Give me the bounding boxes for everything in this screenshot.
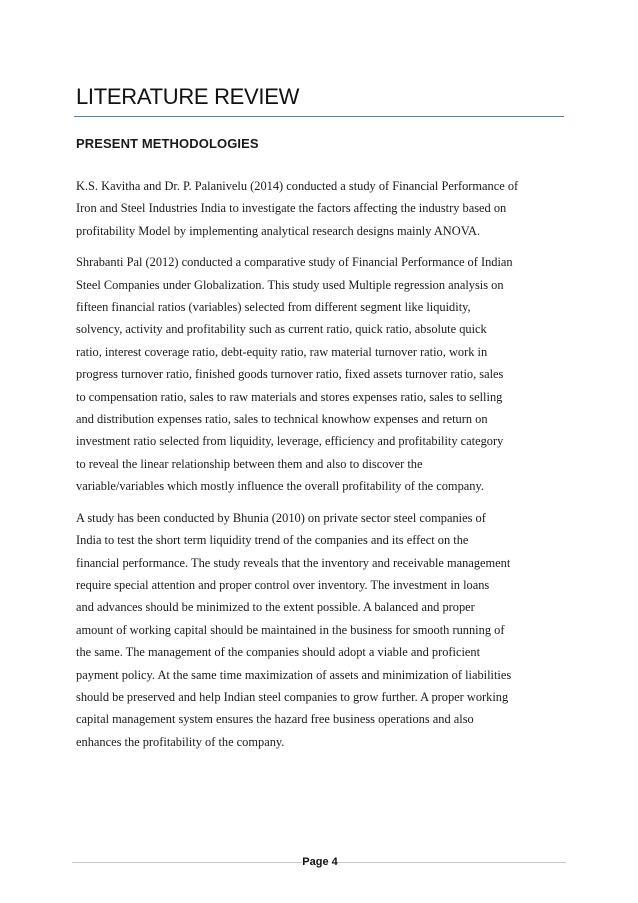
title-underline [74,116,564,117]
text-line: and distribution expenses ratio, sales to technical knowhow expenses and return on [76,412,488,427]
text-line: require special attention and proper control over inventory. The investment in loans [76,577,490,592]
text-line: Shrabanti Pal (2012) conducted a comparative study of Financial Performance of Indian [76,255,513,270]
footer-rule-right [338,862,566,863]
text-line: K.S. Kavitha and Dr. P. Palanivelu (2014) conducted a study of Financial Performance of [76,179,519,193]
section-heading: PRESENT METHODOLOGIES [76,136,259,151]
text-line: profitability Model by implementing analytical research designs mainly ANOVA. [76,223,481,238]
text-line: and advances should be minimized to the extent possible. A balanced and proper [76,600,475,615]
text-line: financial performance. The study reveals that the inventory and receivable management [76,555,511,570]
text-line: A study has been conducted by Bhunia (2010) on private sector steel companies of [76,510,486,525]
text-line: solvency, activity and profitability such as current ratio, quick ratio, absolute quick [76,322,487,337]
text-line: investment ratio selected from liquidity, leverage, efficiency and profitability category [76,434,504,449]
page-number: Page 4 [302,856,338,868]
text-line: Iron and Steel Industries India to investigate the factors affecting the industry based on [76,201,507,216]
text-line: India to test the short term liquidity trend of the companies and its effect on the [76,533,469,548]
paragraph-2 [76,251,566,497]
text-line: ratio, interest coverage ratio, debt-equity ratio, raw material turnover ratio, work in [76,344,488,359]
body-text [76,175,566,762]
footer-rule-left [72,862,302,863]
page-title: LITERATURE REVIEW [76,84,300,109]
text-line: to reveal the linear relationship between them and also to discover the [76,456,423,471]
text-line: fifteen financial ratios (variables) selected from different segment like liquidity, [76,300,471,315]
paragraph-1 [76,175,566,242]
text-line: variable/variables which mostly influence the overall profitability of the company. [76,479,484,494]
text-line: the same. The management of the companies should adopt a viable and proficient [76,645,481,660]
text-line: should be preserved and help Indian steel companies to grow further. A proper working [76,689,509,704]
text-line: amount of working capital should be maintained in the business for smooth running of [76,622,505,637]
text-line: Steel Companies under Globalization. This study used Multiple regression analysis on [76,277,504,292]
text-line: payment policy. At the same time maximization of assets and minimization of liabilities [76,667,512,682]
text-line: capital management system ensures the hazard free business operations and also [76,712,474,727]
text-line: enhances the profitability of the company. [76,734,285,749]
text-line: to compensation ratio, sales to raw materials and stores expenses ratio, sales to selling [76,389,503,404]
text-line: progress turnover ratio, finished goods turnover ratio, fixed assets turnover ratio, sales [76,367,504,382]
paragraph-3 [76,507,566,753]
